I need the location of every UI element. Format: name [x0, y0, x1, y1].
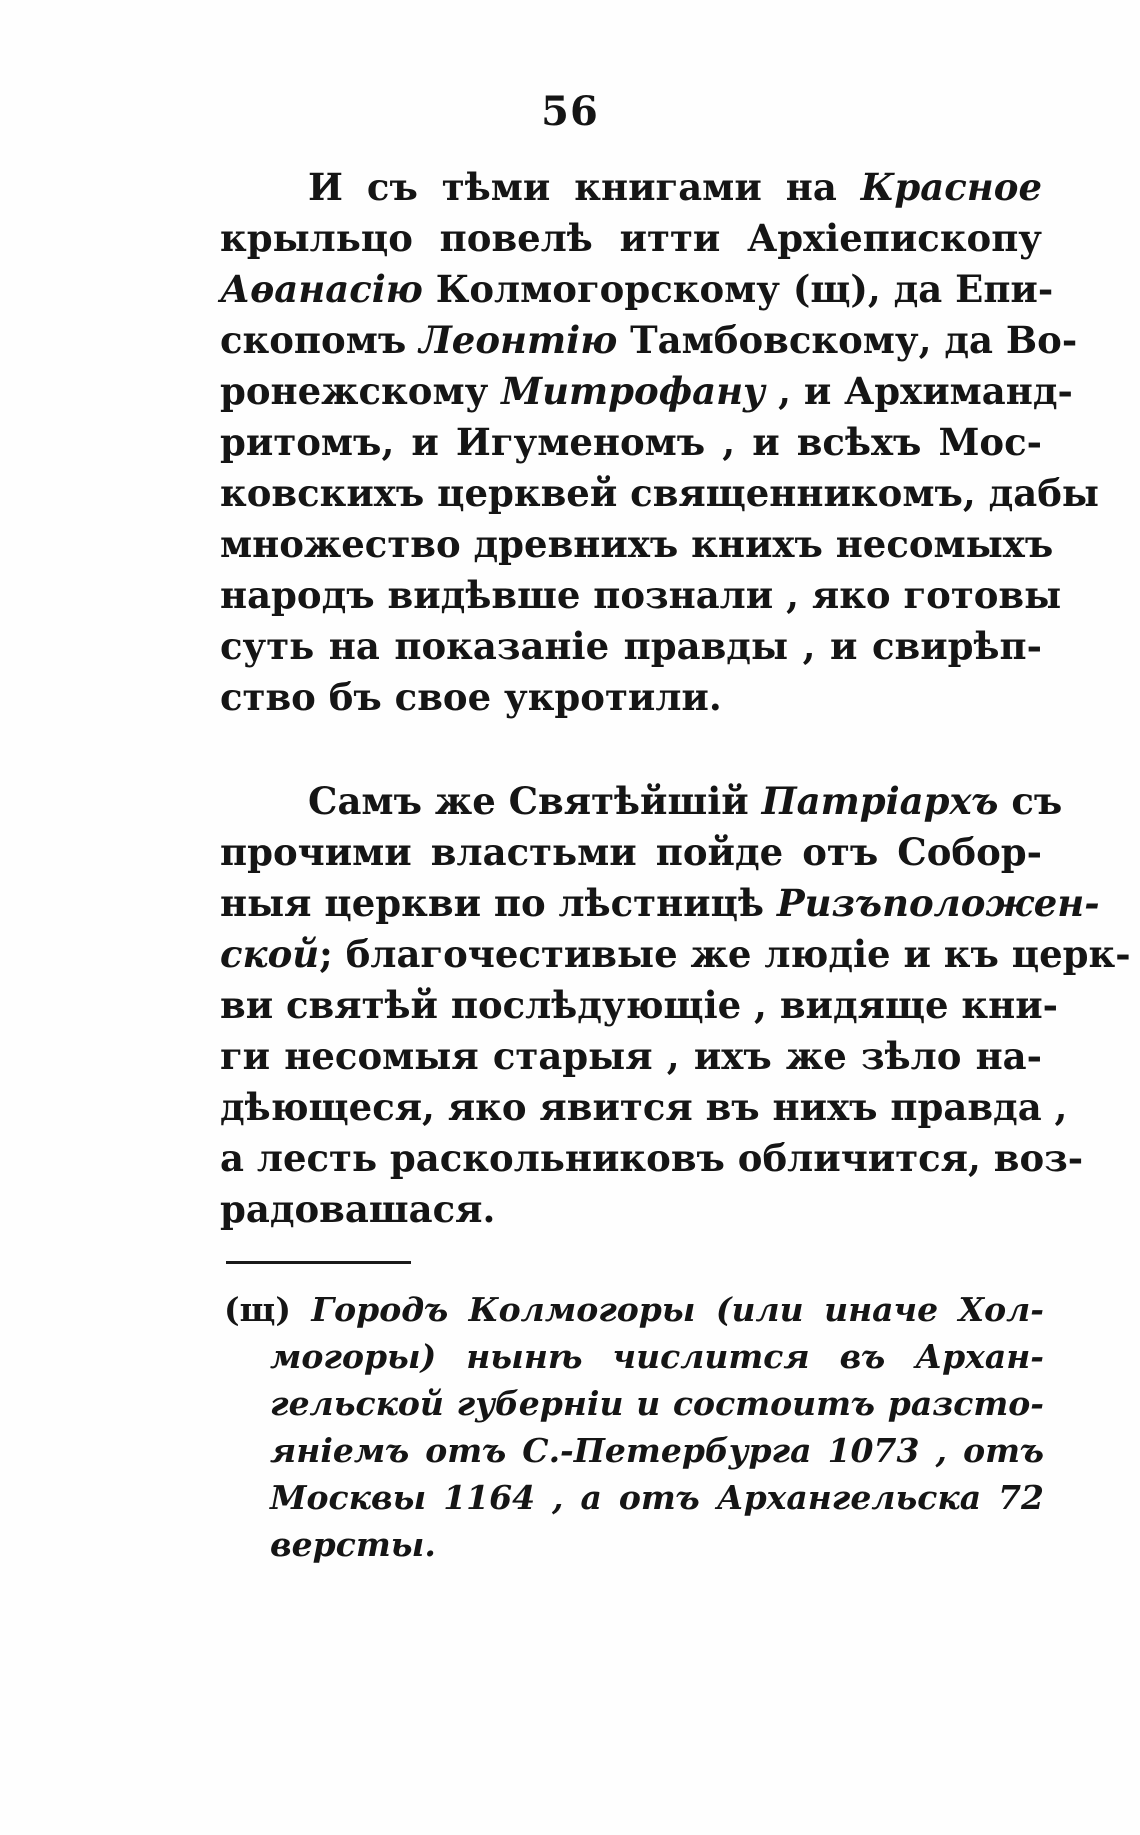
footnote-line: могоры) нынѣ числится въ Архан- [270, 1337, 1044, 1376]
footnote-marker: (щ) [224, 1290, 291, 1329]
paragraph-2 [220, 776, 1131, 1235]
footnote-line [224, 1286, 1044, 1333]
text-span: Самъ же Святѣйшій [308, 779, 762, 823]
italic-name: Аѳанасію [220, 267, 423, 311]
paragraph-1 [220, 162, 1100, 723]
text-span: , и Архиманд- [765, 369, 1073, 413]
text-span: ныя церкви по лѣстницѣ [220, 881, 777, 925]
text-span: Колмогорскому (щ), да Епи- [422, 267, 1054, 311]
text-span: скопомъ [220, 318, 420, 362]
footnote-line: гельской губерніи и состоитъ разсто- [270, 1384, 1044, 1423]
footnote-line: яніемъ отъ С.-Петербурга 1073 , отъ [270, 1431, 1044, 1470]
text-line: крыльцо повелѣ итти Архіепископу [220, 216, 1042, 260]
footnote-line: версты. [270, 1525, 436, 1564]
text-line [220, 776, 1063, 827]
italic-name: Красное [860, 165, 1042, 209]
text-span: ; благочестивые же людіе и къ церк- [319, 932, 1131, 976]
text-span: Тамбовскому, да Во- [617, 318, 1078, 362]
footnote-divider [226, 1261, 411, 1264]
text-span: И съ тѣми книгами на [308, 165, 861, 209]
text-line: радовашася. [220, 1187, 496, 1231]
text-line [220, 878, 1100, 929]
text-line: ви святѣй послѣдующіе , видяще кни- [220, 983, 1059, 1027]
text-line: ство бъ свое укротили. [220, 675, 722, 719]
footnote-line: Москвы 1164 , а отъ Архангельска 72 [270, 1478, 1044, 1517]
italic-name: Леонтію [419, 318, 618, 362]
text-line: ковскихъ церквей священникомъ, дабы [220, 471, 1100, 515]
italic-name: Патріархъ [761, 779, 999, 823]
text-line [220, 929, 1131, 980]
text-line [220, 315, 1078, 366]
text-line: суть на показаніе правды , и свирѣп- [220, 624, 1042, 668]
text-line: дѣющеся, яко явится въ нихъ правда , [220, 1085, 1068, 1129]
text-line [220, 264, 1054, 315]
italic-name: ской [220, 932, 320, 976]
text-line: прочими властьми пойде отъ Собор- [220, 830, 1042, 874]
text-line: ритомъ, и Игуменомъ , и всѣхъ Мос- [220, 420, 1042, 464]
text-line [220, 162, 1042, 213]
page-number: 56 [541, 88, 599, 135]
text-line: а лесть раскольниковъ обличится, воз- [220, 1136, 1084, 1180]
text-line [220, 366, 1073, 417]
italic-name: Митрофану [501, 369, 766, 413]
footnote [224, 1286, 1044, 1568]
text-line: множество древнихъ книхъ несомыхъ [220, 522, 1054, 566]
text-line: народъ видѣвше познали , яко готовы [220, 573, 1062, 617]
text-span: Городъ Колмогоры (или иначе Хол- [290, 1290, 1044, 1329]
italic-name: Ризъположен- [776, 881, 1100, 925]
text-line: ги несомыя старыя , ихъ же зѣло на- [220, 1034, 1042, 1078]
text-span: ронежскому [220, 369, 502, 413]
text-span: съ [998, 779, 1063, 823]
